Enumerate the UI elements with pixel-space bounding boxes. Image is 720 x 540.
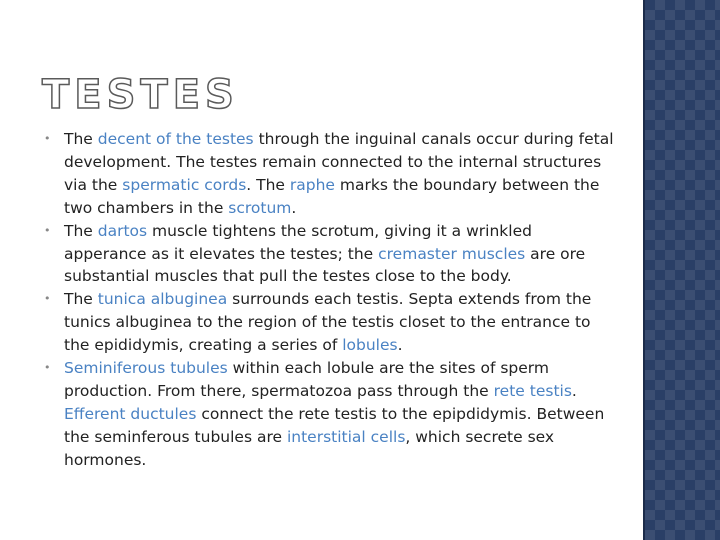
bullet-text: are ore substantial muscles that pull the testes close to the body. — [64, 244, 586, 286]
highlighted-term: scrotum — [228, 198, 292, 217]
bullet-list — [44, 128, 614, 472]
bullet-item — [44, 220, 614, 289]
bullet-text: , which secrete sex hormones. — [64, 427, 555, 469]
bullet-text: marks the boundary between the two chambers in the — [64, 175, 600, 217]
bullet-text: through the inguinal canals occur during fetal development. The testes remain connected to the internal structures via the — [64, 130, 614, 194]
highlighted-term: Seminiferous tubules — [64, 359, 228, 378]
bullet-item — [44, 357, 614, 472]
highlighted-term: tunica albuginea — [97, 290, 228, 309]
highlighted-term: dartos — [97, 221, 148, 240]
bullet-text: . — [571, 381, 577, 400]
bullet-item — [44, 128, 614, 220]
bullet-marker: • — [44, 361, 51, 375]
highlighted-term: raphe — [289, 175, 335, 194]
highlighted-term: rete testis — [493, 381, 572, 400]
bullet-marker: • — [44, 132, 51, 145]
bullet-text: connect the rete testis to the epipdidymis. Between the seminferous tubules are — [64, 404, 605, 446]
highlighted-term: cremaster muscles — [378, 244, 526, 263]
bullet-item — [44, 288, 614, 357]
decorative-side-panel — [643, 0, 720, 540]
highlighted-term: decent of the testes — [97, 130, 254, 148]
bullet-marker: • — [44, 292, 51, 306]
bullet-text: The — [64, 221, 98, 240]
bullet-text: The — [64, 290, 98, 309]
highlighted-term: spermatic cords — [122, 175, 247, 194]
bullet-marker: • — [44, 223, 51, 237]
bullet-text: . — [397, 336, 403, 355]
slide-title: TESTES — [42, 72, 239, 118]
highlighted-term: Efferent ductules — [64, 404, 197, 423]
bullet-text: within each lobule are the sites of sperm production. From there, spermatozoa pass through the — [64, 359, 550, 400]
highlighted-term: interstitial cells — [286, 427, 406, 446]
bullet-text: The — [64, 130, 98, 148]
bullet-text: muscle tightens the scrotum, giving it a wrinkled apperance as it elevates the testes; the — [64, 221, 532, 263]
bullet-text: surrounds each testis. Septa extends from the tunics albuginea to the region of the testis closet to the entrance to the epididymis, creating a series of — [64, 290, 592, 355]
bullet-text: . The — [246, 175, 290, 194]
highlighted-term: lobules — [342, 336, 398, 355]
bullet-text: . — [291, 198, 297, 217]
